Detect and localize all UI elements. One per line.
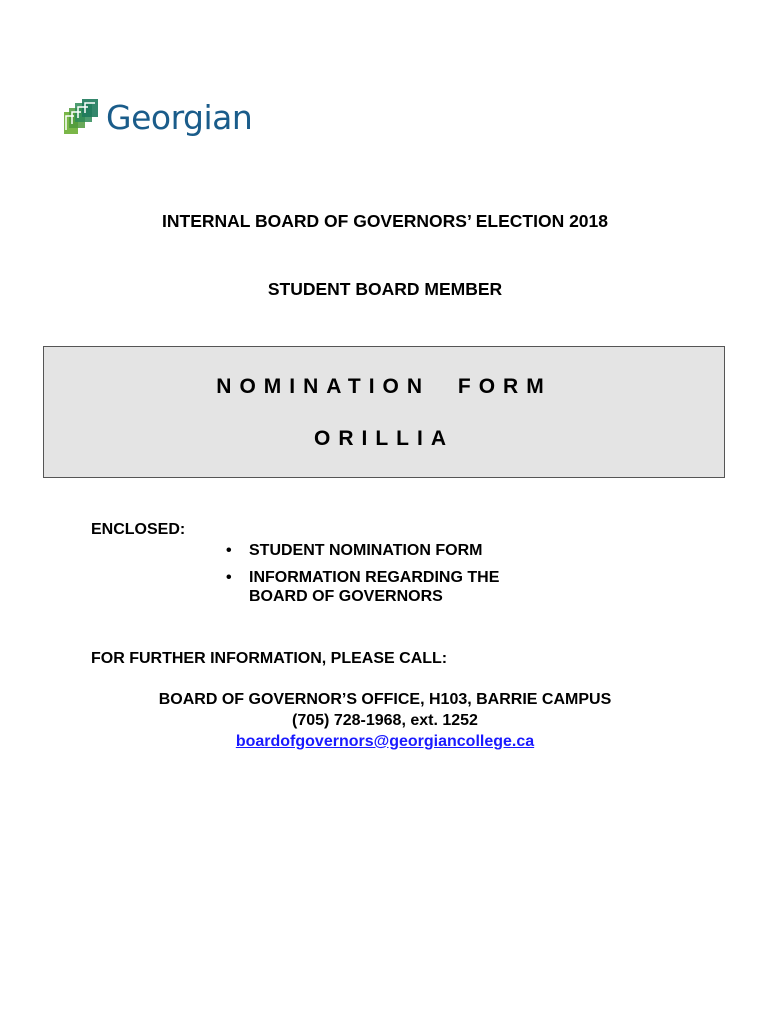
info-label: FOR FURTHER INFORMATION, PLEASE CALL: xyxy=(91,650,448,667)
nomination-form-box xyxy=(43,346,725,478)
email-link[interactable]: boardofgovernors@georgiancollege.ca xyxy=(235,733,535,750)
list-item-text: INFORMATION REGARDING THE BOARD OF GOVERNORS xyxy=(249,569,500,605)
bullet-icon: • xyxy=(226,542,232,559)
bullet-icon: • xyxy=(226,569,232,586)
page-title: INTERNAL BOARD OF GOVERNORS’ ELECTION 2018 xyxy=(162,211,608,231)
georgian-logo xyxy=(62,98,252,136)
form-location: ORILLIA xyxy=(314,427,454,450)
list-item xyxy=(226,568,519,606)
enclosed-label: ENCLOSED: xyxy=(91,521,186,538)
contact-block xyxy=(0,689,770,752)
list-item xyxy=(226,541,519,560)
logo-wordmark: Georgian xyxy=(106,97,253,137)
page-subtitle: STUDENT BOARD MEMBER xyxy=(267,279,503,299)
list-item-text: STUDENT NOMINATION FORM xyxy=(249,542,483,559)
form-title: NOMINATION FORM xyxy=(216,375,552,398)
georgian-logo-icon xyxy=(62,98,100,136)
office-address: BOARD OF GOVERNOR’S OFFICE, H103, BARRIE CAMPUS xyxy=(158,691,612,708)
phone-number: (705) 728-1968, ext. 1252 xyxy=(292,712,478,729)
enclosed-list xyxy=(226,541,519,614)
